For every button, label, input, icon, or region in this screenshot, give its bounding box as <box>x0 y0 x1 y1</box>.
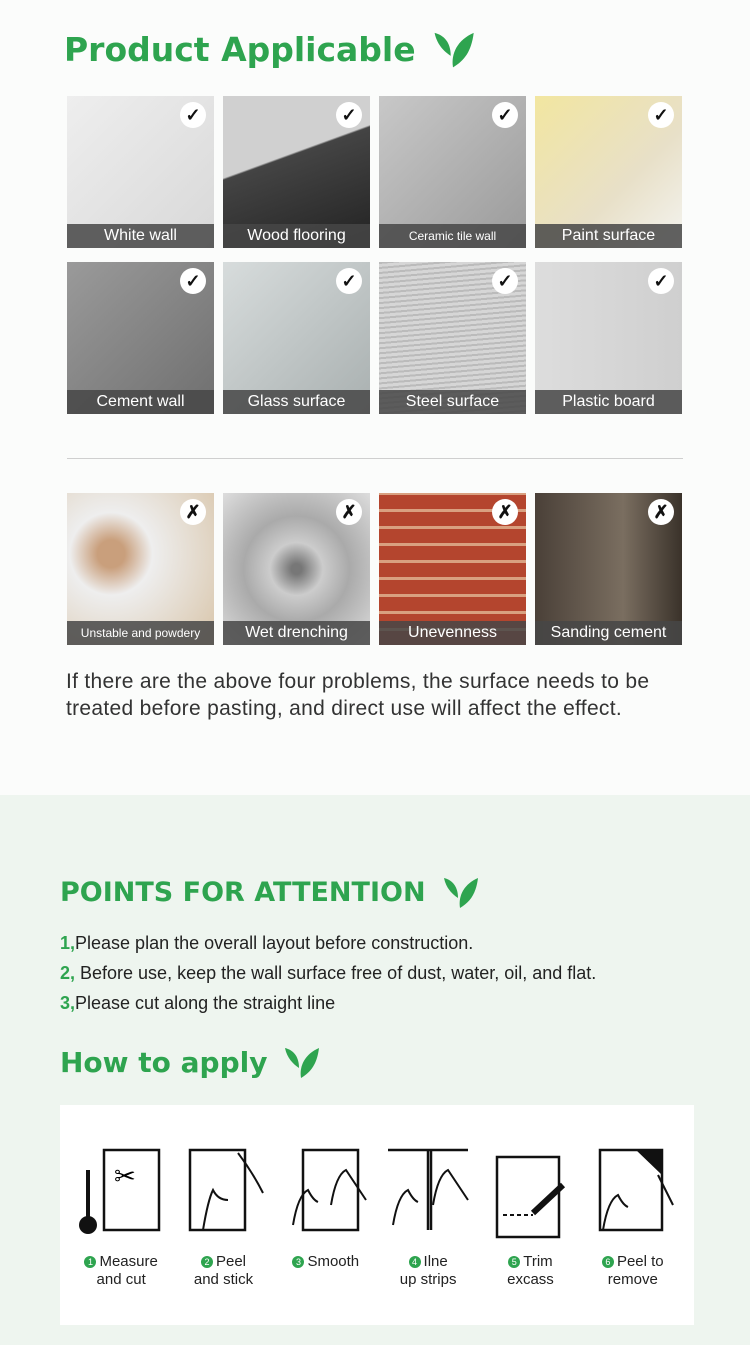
check-icon: ✓ <box>180 102 206 128</box>
check-icon: ✓ <box>336 268 362 294</box>
tile-label: Cement wall <box>67 390 214 414</box>
title-text: How to apply <box>60 1045 268 1079</box>
svg-text:✂: ✂ <box>114 1161 136 1191</box>
surface-tile <box>223 96 370 248</box>
step-item <box>583 1145 683 1325</box>
surface-tile <box>379 493 526 645</box>
surface-tile <box>535 493 682 645</box>
step-illustration-icon <box>383 1145 473 1240</box>
tile-label: Unevenness <box>379 621 526 645</box>
title-text: POINTS FOR ATTENTION <box>60 876 426 908</box>
attention-list <box>60 928 596 1018</box>
cross-icon: ✗ <box>492 499 518 525</box>
step-caption: 1 Measure and cut <box>71 1253 171 1289</box>
surface-tile <box>67 262 214 414</box>
step-item <box>71 1145 171 1325</box>
step-item <box>378 1145 478 1325</box>
step-caption: 2 Peel and stick <box>193 1253 254 1288</box>
surface-tile <box>67 493 214 645</box>
surface-tile <box>223 493 370 645</box>
cross-icon: ✗ <box>180 499 206 525</box>
check-icon: ✓ <box>336 102 362 128</box>
tile-label: Steel surface <box>379 390 526 414</box>
check-icon: ✓ <box>180 268 206 294</box>
surface-tile <box>223 262 370 414</box>
leaf-icon <box>281 1042 321 1082</box>
point-item: 3,Please cut along the straight line <box>60 993 336 1013</box>
point-item: 1,Please plan the overall layout before construction. <box>60 933 474 953</box>
problems-note: If there are the above four problems, the surface needs to be treated before pasting, and direct use will affect the effect. <box>66 670 650 720</box>
step-illustration-icon <box>281 1145 371 1240</box>
step-illustration-icon <box>76 1145 166 1240</box>
tile-label: Paint surface <box>535 224 682 248</box>
attention-title <box>60 872 480 912</box>
surface-tile <box>379 96 526 248</box>
title-text: Product Applicable <box>64 29 416 69</box>
check-icon: ✓ <box>492 102 518 128</box>
step-caption: 5 Trim excass <box>507 1253 554 1288</box>
step-illustration-icon <box>178 1145 268 1240</box>
cross-icon: ✗ <box>648 499 674 525</box>
step-item <box>480 1145 580 1325</box>
check-icon: ✓ <box>648 102 674 128</box>
surface-tile <box>535 262 682 414</box>
tile-label: Glass surface <box>223 390 370 414</box>
tile-label: Sanding cement <box>535 621 682 645</box>
product-applicable-title <box>64 26 476 72</box>
surface-tile <box>535 96 682 248</box>
cross-icon: ✗ <box>336 499 362 525</box>
tile-label: Wet drenching <box>223 621 370 645</box>
step-caption: 4 Ilne up strips <box>399 1253 457 1288</box>
step-illustration-icon <box>485 1145 575 1240</box>
step-caption: 6 Peel to remove <box>583 1253 683 1289</box>
surface-tile <box>379 262 526 414</box>
leaf-icon <box>430 26 476 72</box>
point-item: 2, Before use, keep the wall surface free of dust, water, oil, and flat. <box>60 963 597 983</box>
check-icon: ✓ <box>648 268 674 294</box>
check-icon: ✓ <box>492 268 518 294</box>
steps-panel <box>60 1105 694 1325</box>
how-to-apply-title <box>60 1042 321 1082</box>
tile-label: White wall <box>67 224 214 248</box>
step-item <box>173 1145 273 1325</box>
step-caption: 3 Smooth <box>276 1253 376 1271</box>
tile-label: Ceramic tile wall <box>379 224 526 248</box>
step-item <box>276 1145 376 1325</box>
tile-label: Wood flooring <box>223 224 370 248</box>
surface-tile <box>67 96 214 248</box>
leaf-icon <box>440 872 480 912</box>
divider <box>67 458 683 459</box>
tile-label: Plastic board <box>535 390 682 414</box>
tile-label: Unstable and powdery <box>67 621 214 645</box>
step-illustration-icon <box>588 1145 678 1240</box>
